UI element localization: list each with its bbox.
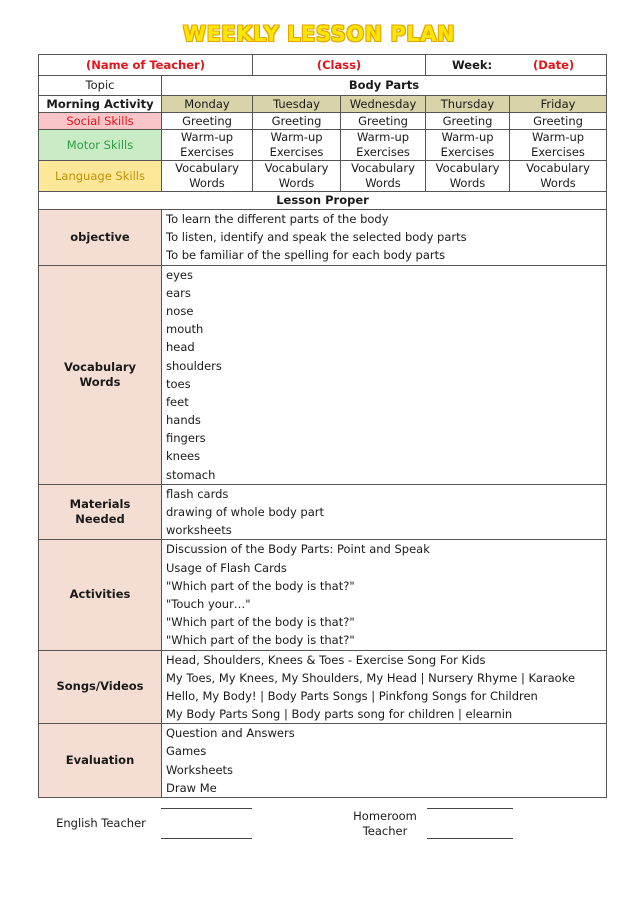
motor-skills-row xyxy=(39,130,607,161)
section-content-songs xyxy=(162,650,607,724)
english-teacher-label: English Teacher xyxy=(56,816,146,830)
signature-line-homeroom[interactable] xyxy=(427,838,513,839)
table-cell xyxy=(341,161,426,192)
list-item: mouth xyxy=(166,322,204,337)
section-content-vocabulary xyxy=(162,265,607,484)
week-label: Week: xyxy=(452,57,493,72)
week-field[interactable] xyxy=(426,55,607,76)
list-item: Discussion of the Body Parts: Point and Speak xyxy=(166,542,430,557)
list-item: To listen, identify and speak the selected body parts xyxy=(166,230,467,245)
list-item: "Which part of the body is that?" xyxy=(166,615,355,630)
social-skills-label: Social Skills xyxy=(39,113,162,130)
cell-line: Exercises xyxy=(531,145,585,159)
table-cell xyxy=(426,161,510,192)
list-item: drawing of whole body part xyxy=(166,505,324,519)
table-cell: Greeting xyxy=(341,113,426,130)
cell-line: Warm-up xyxy=(441,130,494,144)
page-title: WEEKLY LESSON PLAN xyxy=(182,22,456,46)
cell-line: Warm-up xyxy=(356,130,410,144)
table-cell xyxy=(162,130,253,161)
lesson-proper-heading: Lesson Proper xyxy=(39,192,607,210)
section-label-songs: Songs/Videos xyxy=(39,650,162,724)
class-field[interactable]: (Class) xyxy=(253,55,426,76)
section-label-activities: Activities xyxy=(39,540,162,650)
morning-activity-label: Morning Activity xyxy=(39,96,162,113)
section-row-objective xyxy=(39,210,607,266)
list-item: feet xyxy=(166,394,189,409)
signature-line-english-top xyxy=(161,808,252,809)
list-item: "Which part of the body is that?" xyxy=(166,578,355,593)
section-row-activities xyxy=(39,540,607,650)
list-item: fingers xyxy=(166,431,206,446)
cell-line: Words xyxy=(189,176,225,190)
cell-line: Exercises xyxy=(440,145,495,159)
section-content-materials xyxy=(162,484,607,540)
cell-line: Words xyxy=(278,176,315,190)
section-row-vocabulary xyxy=(39,265,607,484)
list-item: stomach xyxy=(166,467,216,482)
list-item: To be familiar of the spelling for each body parts xyxy=(166,248,446,263)
list-item: My Toes, My Knees, My Shoulders, My Head | Nursery Rhyme | Karaoke xyxy=(166,670,576,685)
cell-line: Vocabulary xyxy=(175,161,239,175)
section-label-vocabulary: Vocabulary Words xyxy=(39,265,162,484)
table-cell xyxy=(510,130,607,161)
list-item: Draw Me xyxy=(166,780,217,795)
list-item: "Which part of the body is that?" xyxy=(166,633,355,648)
table-cell xyxy=(510,161,607,192)
section-content-activities xyxy=(162,540,607,650)
list-item: Question and Answers xyxy=(166,726,295,741)
section-label-materials: Materials Needed xyxy=(39,484,162,540)
homeroom-label-line: Homeroom xyxy=(353,809,417,823)
cell-line: Vocabulary xyxy=(435,161,500,175)
cell-line: Warm-up xyxy=(270,130,323,144)
topic-value: Body Parts xyxy=(162,76,607,96)
table-cell: Greeting xyxy=(162,113,253,130)
day-wednesday: Wednesday xyxy=(341,96,426,113)
table-cell: Greeting xyxy=(253,113,341,130)
topic-row xyxy=(39,76,607,96)
day-friday: Friday xyxy=(510,96,607,113)
table-cell: Greeting xyxy=(426,113,510,130)
day-monday: Monday xyxy=(162,96,253,113)
list-item: My Body Parts Song | Body parts song for children | elearnin xyxy=(166,707,513,722)
cell-line: Exercises xyxy=(180,145,234,159)
section-label-objective: objective xyxy=(39,210,162,266)
language-skills-label: Language Skills xyxy=(39,161,162,192)
list-item: ears xyxy=(166,285,191,300)
table-cell xyxy=(253,130,341,161)
social-skills-row xyxy=(39,113,607,130)
section-row-songs xyxy=(39,650,607,724)
list-item: Hello, My Body! | Body Parts Songs | Pinkfong Songs for Children xyxy=(166,688,538,703)
cell-line: Warm-up xyxy=(180,130,234,144)
lesson-plan-table xyxy=(38,54,607,798)
list-item: Worksheets xyxy=(166,762,234,777)
table-cell: Greeting xyxy=(510,113,607,130)
language-skills-row xyxy=(39,161,607,192)
list-item: "Touch your…" xyxy=(166,596,251,611)
cell-line: Vocabulary xyxy=(526,161,590,175)
signature-line-homeroom-top xyxy=(427,808,513,809)
cell-line: Exercises xyxy=(356,145,410,159)
list-item: worksheets xyxy=(166,523,232,538)
lesson-proper-row xyxy=(39,192,607,210)
list-item: shoulders xyxy=(166,358,222,373)
table-cell xyxy=(426,130,510,161)
cell-line: Words xyxy=(449,176,486,190)
list-item: Games xyxy=(166,744,207,759)
list-item: flash cards xyxy=(166,486,229,501)
cell-line: Vocabulary xyxy=(264,161,329,175)
cell-line: Warm-up xyxy=(531,130,585,144)
list-item: Usage of Flash Cards xyxy=(166,560,287,575)
day-tuesday: Tuesday xyxy=(253,96,341,113)
cell-line: Vocabulary xyxy=(351,161,415,175)
section-row-materials xyxy=(39,484,607,540)
motor-skills-label: Motor Skills xyxy=(39,130,162,161)
section-row-evaluation xyxy=(39,724,607,798)
cell-line: Exercises xyxy=(269,145,324,159)
homeroom-teacher-label xyxy=(340,809,430,839)
cell-line: Words xyxy=(365,176,401,190)
section-label-evaluation: Evaluation xyxy=(39,724,162,798)
homeroom-label-line: Teacher xyxy=(362,824,408,838)
list-item: eyes xyxy=(166,267,193,282)
table-cell xyxy=(341,130,426,161)
teacher-name-field[interactable]: (Name of Teacher) xyxy=(39,55,253,76)
cell-line: Words xyxy=(540,176,576,190)
section-content-evaluation xyxy=(162,724,607,798)
topic-label: Topic xyxy=(39,76,162,96)
table-cell xyxy=(162,161,253,192)
header-row xyxy=(39,55,607,76)
days-row xyxy=(39,96,607,113)
signature-line-english[interactable] xyxy=(161,838,252,839)
list-item: To learn the different parts of the body xyxy=(166,212,389,226)
list-item: hands xyxy=(166,413,201,428)
list-item: head xyxy=(166,340,195,355)
list-item: Head, Shoulders, Knees & Toes - Exercise Song For Kids xyxy=(166,652,486,667)
table-cell xyxy=(253,161,341,192)
list-item: toes xyxy=(166,376,191,391)
list-item: nose xyxy=(166,303,194,318)
list-item: knees xyxy=(166,449,201,464)
date-field: (Date) xyxy=(533,57,575,72)
day-thursday: Thursday xyxy=(426,96,510,113)
section-content-objective xyxy=(162,210,607,266)
